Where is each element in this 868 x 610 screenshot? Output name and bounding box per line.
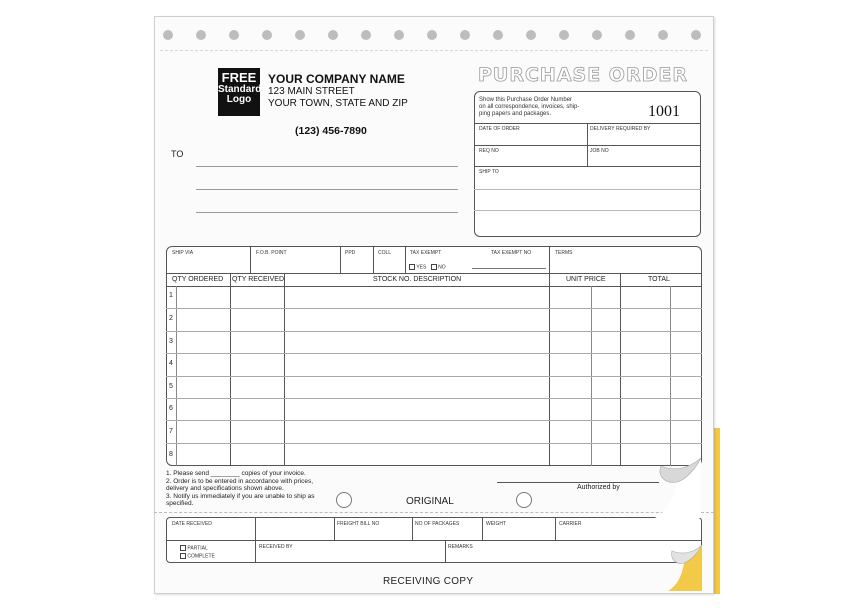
divider (549, 246, 550, 273)
note-line: delivery and specifications shown above. (166, 485, 284, 492)
note-line: 2. Order is to be entered in accordance with prices, (166, 477, 314, 485)
signature-line[interactable] (497, 482, 659, 483)
binding-hole (394, 30, 404, 40)
row-number: 8 (169, 451, 173, 458)
divider (587, 123, 588, 166)
note-line: 3. Notify us immediately if you are unable to ship as (166, 492, 315, 500)
divider (482, 517, 483, 540)
po-notice-line: ping papers and packages. (479, 111, 552, 117)
row-line (166, 398, 702, 399)
logo-text: Logo (226, 94, 252, 105)
row-line (166, 376, 702, 377)
binding-hole (691, 30, 701, 40)
description-header: STOCK NO. DESCRIPTION (373, 276, 462, 283)
to-address-line[interactable] (196, 166, 458, 167)
row-line (166, 420, 702, 421)
coll-label: COLL (378, 250, 392, 256)
binding-hole (592, 30, 602, 40)
punch-circle (516, 492, 532, 508)
po-number: 1001 (648, 103, 680, 120)
binding-hole (295, 30, 305, 40)
divider (474, 189, 701, 190)
qty-received-header: QTY RECEIVED (232, 276, 284, 283)
terms-label: TERMS (555, 250, 573, 256)
company-logo (218, 68, 260, 116)
complete-checkbox[interactable] (180, 553, 186, 559)
divider (620, 273, 621, 466)
logo-text: Standard (218, 84, 262, 95)
punch-circle (336, 492, 352, 508)
no-label: NO (438, 264, 446, 271)
company-phone: (123) 456-7890 (295, 125, 367, 137)
divider (474, 210, 701, 211)
row-line (166, 353, 702, 354)
divider (334, 517, 335, 540)
row-number: 4 (169, 360, 173, 367)
company-name: YOUR COMPANY NAME (268, 72, 405, 86)
ship-to-label: SHIP TO (479, 169, 499, 175)
ship-via-label: SHIP VIA (172, 250, 194, 256)
note-line: 1. Please send ________ copies of your invoice. (166, 470, 306, 477)
delivery-required-label: DELIVERY REQUIRED BY (590, 126, 651, 132)
tax-exempt-no-label: TAX EXEMPT NO (491, 250, 532, 256)
remarks-label: REMARKS (448, 544, 473, 550)
divider (166, 286, 702, 287)
weight-label: WEIGHT (486, 521, 506, 527)
divider (255, 517, 256, 563)
divider (405, 246, 406, 273)
tear-perforation (154, 512, 714, 513)
ppd-label: PPD (345, 250, 356, 256)
to-label: TO (171, 149, 184, 159)
binding-hole (361, 30, 371, 40)
complete-label: COMPLETE (187, 553, 215, 560)
total-header: TOTAL (648, 276, 670, 283)
received-by-label: RECEIVED BY (259, 544, 293, 550)
yes-label: YES (416, 264, 427, 271)
page-curl-icon (668, 545, 702, 591)
po-notice-line: on all correspondence, invoices, ship- (479, 104, 580, 110)
divider (250, 246, 251, 273)
fob-point-label: F.O.B. POINT (256, 250, 287, 256)
divider (474, 166, 701, 167)
divider (230, 273, 231, 466)
row-number: 3 (169, 338, 173, 345)
freight-bill-label: FREIGHT BILL NO (337, 521, 380, 527)
packages-label: NO OF PACKAGES (415, 521, 460, 527)
row-number: 6 (169, 405, 173, 412)
yes-checkbox[interactable] (409, 264, 415, 270)
row-line (166, 443, 702, 444)
original-copy-label: ORIGINAL (406, 496, 454, 507)
qty-ordered-header: QTY ORDERED (172, 276, 224, 283)
divider (340, 246, 341, 273)
binding-hole (262, 30, 272, 40)
date-of-order-label: DATE OF ORDER (479, 126, 520, 132)
req-no-label: REQ NO (479, 148, 499, 154)
tax-exempt-options (409, 264, 446, 270)
row-number: 2 (169, 315, 173, 322)
to-address-line[interactable] (196, 189, 458, 190)
po-notice-line: Show this Purchase Order Number (479, 97, 573, 103)
binding-hole (559, 30, 569, 40)
purchase-order-title: PURCHASE ORDER (478, 64, 688, 86)
divider (373, 246, 374, 273)
company-address (268, 86, 408, 110)
authorized-by-label: Authorized by (577, 484, 620, 491)
row-number: 5 (169, 383, 173, 390)
binding-hole (427, 30, 437, 40)
partial-option (180, 545, 208, 551)
row-number: 1 (169, 292, 173, 299)
row-number: 7 (169, 428, 173, 435)
job-no-label: JOB NO (590, 148, 609, 154)
divider (166, 540, 702, 541)
binding-hole (328, 30, 338, 40)
divider (166, 273, 702, 274)
divider (284, 273, 285, 466)
divider (549, 273, 550, 466)
row-line (166, 308, 702, 309)
perforation-line (160, 50, 708, 51)
company-street: 123 MAIN STREET (268, 86, 355, 97)
to-address-line[interactable] (196, 212, 458, 213)
divider (412, 517, 413, 540)
binding-hole (163, 30, 173, 40)
binding-hole (493, 30, 503, 40)
unit-price-header: UNIT PRICE (566, 276, 606, 283)
partial-checkbox[interactable] (180, 545, 186, 551)
binding-hole (196, 30, 206, 40)
carrier-label: CARRIER (559, 521, 582, 527)
binding-hole (229, 30, 239, 40)
po-number-notice (479, 97, 579, 118)
row-line (166, 331, 702, 332)
date-received-label: DATE RECEIVED (172, 521, 212, 527)
binding-hole (625, 30, 635, 40)
order-notes (166, 470, 315, 508)
logo-text: FREE (221, 70, 257, 85)
tax-exempt-no-line (472, 268, 546, 269)
binding-hole (460, 30, 470, 40)
page-curl-icon (655, 458, 701, 518)
partial-label: PARTIAL (187, 545, 208, 552)
no-checkbox[interactable] (431, 264, 437, 270)
complete-option (180, 553, 215, 559)
receiving-copy-label: RECEIVING COPY (383, 576, 474, 587)
tax-exempt-label: TAX EXEMPT (410, 250, 442, 256)
divider (445, 540, 446, 563)
binding-hole (526, 30, 536, 40)
binding-hole (658, 30, 668, 40)
divider (555, 517, 556, 540)
company-city: YOUR TOWN, STATE AND ZIP (268, 98, 408, 109)
note-line: specified. (166, 500, 194, 507)
